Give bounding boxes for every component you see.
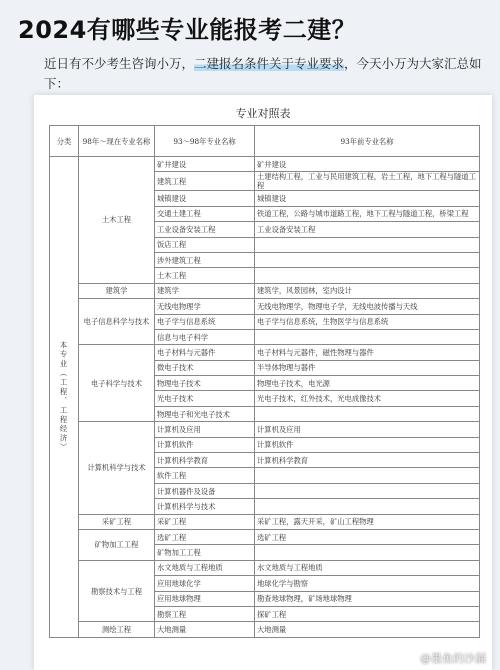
major-name-cell: 电子信息科学与技术 <box>79 299 155 345</box>
major-pre-93-cell: 电子学与信息系统，生物医学与信息系统 <box>255 314 480 329</box>
major-name-cell: 勘察技术与工程 <box>79 560 155 622</box>
table-row <box>50 514 480 529</box>
major-pre-93-cell <box>255 499 480 514</box>
major-93-98-cell: 建筑学 <box>155 283 255 298</box>
major-93-98-cell: 信息与电子科学 <box>155 329 255 344</box>
major-name-cell: 采矿工程 <box>79 514 155 529</box>
major-pre-93-cell: 矿井建设 <box>255 157 480 172</box>
document-card <box>34 95 492 670</box>
major-93-98-cell: 城镇建设 <box>155 191 255 206</box>
major-pre-93-cell: 铁道工程，公路与城市道路工程，地下工程与隧道工程，桥梁工程 <box>255 206 480 221</box>
major-93-98-cell: 土木工程 <box>155 268 255 283</box>
major-pre-93-cell: 城镇建设 <box>255 191 480 206</box>
major-pre-93-cell <box>255 252 480 267</box>
column-header: 93～98年专业名称 <box>155 126 255 157</box>
major-pre-93-cell: 地球化学与勘察 <box>255 576 480 591</box>
major-pre-93-cell: 电子材料与元器件，磁性物理与器件 <box>255 345 480 360</box>
major-pre-93-cell <box>255 237 480 252</box>
table-row <box>50 622 480 637</box>
major-pre-93-cell: 水文地质与工程地质 <box>255 560 480 575</box>
table-row <box>50 283 480 298</box>
major-93-98-cell: 计算机软件 <box>155 437 255 452</box>
major-93-98-cell: 勘察工程 <box>155 606 255 621</box>
major-93-98-cell: 微电子技术 <box>155 360 255 375</box>
major-pre-93-cell <box>255 406 480 421</box>
major-pre-93-cell: 选矿工程 <box>255 529 480 544</box>
header <box>0 0 500 100</box>
major-pre-93-cell <box>255 268 480 283</box>
major-93-98-cell: 交通土建工程 <box>155 206 255 221</box>
major-93-98-cell: 饭店工程 <box>155 237 255 252</box>
table-title: 专业对照表 <box>235 107 291 120</box>
major-pre-93-cell: 探矿工程 <box>255 606 480 621</box>
major-93-98-cell: 工业设备安装工程 <box>155 222 255 237</box>
major-93-98-cell: 应用地球物理 <box>155 591 255 606</box>
major-93-98-cell: 选矿工程 <box>155 529 255 544</box>
major-pre-93-cell: 大地测量 <box>255 622 480 637</box>
major-93-98-cell: 物理电子技术 <box>155 376 255 391</box>
column-header: 分类 <box>50 126 79 157</box>
table-row <box>50 345 480 360</box>
intro-highlight: 二建报名条件关于专业要求 <box>194 56 345 71</box>
major-93-98-cell: 大地测量 <box>155 622 255 637</box>
major-pre-93-cell: 无线电物理学，物理电子学，无线电波传播与天线 <box>255 299 480 314</box>
major-93-98-cell: 物理电子和光电子技术 <box>155 406 255 421</box>
major-name-cell: 土木工程 <box>79 157 155 284</box>
major-93-98-cell: 矿井建设 <box>155 157 255 172</box>
major-93-98-cell: 计算机器件及设备 <box>155 483 255 498</box>
major-pre-93-cell: 土建结构工程，工业与民用建筑工程，岩土工程，地下工程与隧道工程 <box>255 172 480 191</box>
table-row <box>50 560 480 575</box>
major-comparison-table <box>49 125 480 638</box>
column-header: 98年～现在专业名称 <box>79 126 155 157</box>
major-pre-93-cell <box>255 545 480 560</box>
major-pre-93-cell <box>255 329 480 344</box>
major-93-98-cell: 电子学与信息系统 <box>155 314 255 329</box>
major-93-98-cell: 电子材料与元器件 <box>155 345 255 360</box>
major-pre-93-cell: 计算机及应用 <box>255 422 480 437</box>
major-name-cell: 建筑学 <box>79 283 155 298</box>
major-93-98-cell: 光电子技术 <box>155 391 255 406</box>
major-93-98-cell: 应用地球化学 <box>155 576 255 591</box>
major-pre-93-cell: 物理电子技术，电光源 <box>255 376 480 391</box>
major-name-cell: 电子科学与技术 <box>79 345 155 422</box>
table-row <box>50 299 480 314</box>
table-row <box>50 157 480 172</box>
major-93-98-cell: 计算机科学教育 <box>155 453 255 468</box>
intro-text <box>44 54 484 94</box>
major-pre-93-cell: 工业设备安装工程 <box>255 222 480 237</box>
table-row <box>50 529 480 544</box>
watermark: @墨鱼的沙漏 <box>420 652 486 665</box>
major-93-98-cell: 矿物加工工程 <box>155 545 255 560</box>
major-93-98-cell: 采矿工程 <box>155 514 255 529</box>
major-pre-93-cell: 计算机软件 <box>255 437 480 452</box>
major-93-98-cell: 涉外建筑工程 <box>155 252 255 267</box>
major-pre-93-cell <box>255 483 480 498</box>
major-name-cell: 测绘工程 <box>79 622 155 637</box>
category-cell: 本专业（工程、工程经济） <box>50 157 79 638</box>
column-header: 93年前专业名称 <box>255 126 480 157</box>
major-93-98-cell: 水文地质与工程地质 <box>155 560 255 575</box>
table-row <box>50 422 480 437</box>
major-pre-93-cell: 建筑学，风景园林，室内设计 <box>255 283 480 298</box>
major-pre-93-cell: 计算机科学教育 <box>255 453 480 468</box>
major-93-98-cell: 无线电物理学 <box>155 299 255 314</box>
major-93-98-cell: 计算机科学与技术 <box>155 499 255 514</box>
major-pre-93-cell: 勘查地球物理，矿场地球物理 <box>255 591 480 606</box>
major-name-cell: 矿物加工工程 <box>79 529 155 560</box>
table-body <box>50 157 480 638</box>
major-pre-93-cell: 光电子技术，红外技术，光电成像技术 <box>255 391 480 406</box>
table-header-row <box>50 126 480 157</box>
page-title: 2024有哪些专业能报考二建？ <box>18 16 357 44</box>
major-name-cell: 计算机科学与技术 <box>79 422 155 514</box>
major-pre-93-cell <box>255 468 480 483</box>
intro-after: ，今天小万为大家汇总如下： <box>44 56 482 91</box>
intro-before: 近日有不少考生咨询小万， <box>44 56 195 71</box>
major-93-98-cell: 计算机及应用 <box>155 422 255 437</box>
major-pre-93-cell: 采矿工程，露天开采，矿山工程物理 <box>255 514 480 529</box>
major-pre-93-cell: 半导体物理与器件 <box>255 360 480 375</box>
major-93-98-cell: 软件工程 <box>155 468 255 483</box>
major-93-98-cell: 建筑工程 <box>155 172 255 191</box>
